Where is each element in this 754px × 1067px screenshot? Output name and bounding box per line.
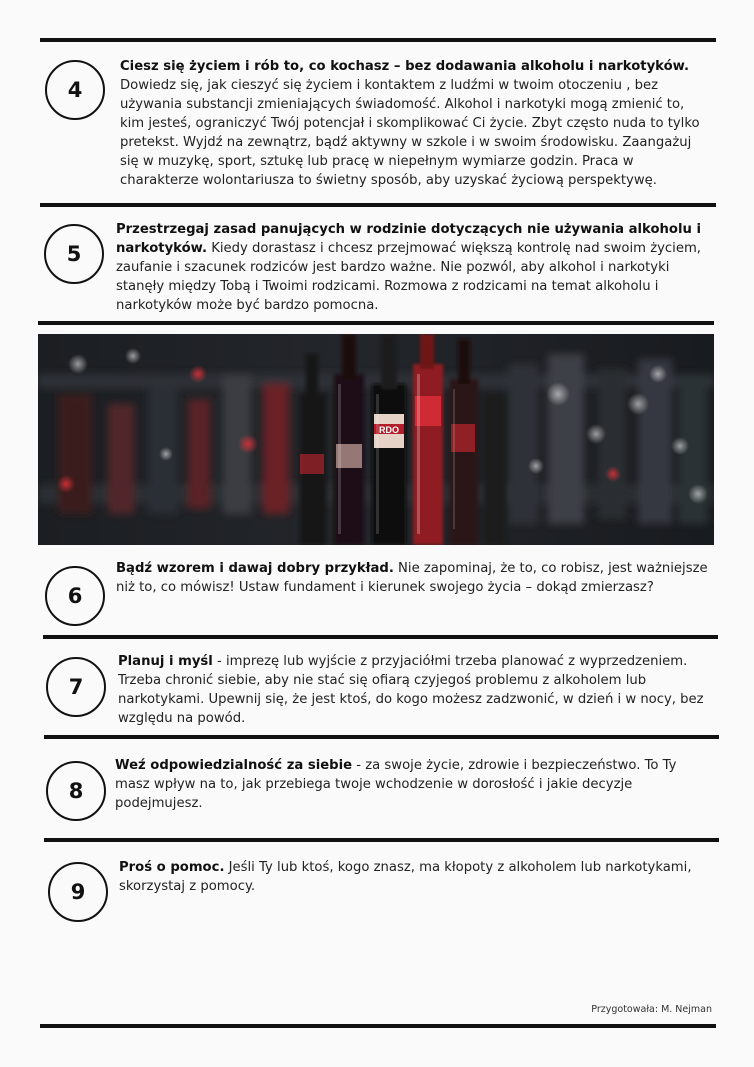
item-7-title: Planuj i myśl (118, 654, 213, 669)
divider-7-8 (44, 735, 719, 739)
item-8-number: 8 (68, 779, 84, 803)
item-4-text (120, 57, 712, 190)
item-7-text (118, 652, 718, 728)
item-5-number: 5 (66, 242, 82, 266)
item-8-body: - za swoje życie, zdrowie i bezpieczeństwo. To Ty masz wpływ na to, jak przebiega twoje wchodzenie w dorosłość i jakie decyzje podejmujesz. (115, 758, 677, 811)
item-8-number-badge (46, 761, 106, 821)
item-7-number-badge (46, 657, 106, 717)
item-4-number: 4 (67, 78, 83, 102)
item-9-text (119, 858, 699, 896)
item-4-body: Dowiedz się, jak cieszyć się życiem i kontaktem z ludźmi w twoim otoczeniu , bez używania substancji zmieniających świadomość. Alkohol i narkotyki mogą zmienić to, kim jesteś, ograniczyć Twój potencjał i skomplikować Ci życie. Zbyt często nuda to tylko pretekst. Wyjdź na zewnątrz, bądź aktywny w szkole i w swoim środowisku. Zaangażuj się w muzykę, sport, sztukę lub pracę w niepełnym wymiarze godzin. Praca w charakterze wolontariusza to świetny sposób, aby uzyskać życiową perspektywę. (120, 78, 700, 188)
item-6-number: 6 (67, 584, 83, 608)
item-9-number-badge (48, 862, 108, 922)
author-credit: Przygotowała: M. Nejman (591, 1004, 712, 1015)
item-6-body: Nie zapominaj, że to, co robisz, jest ważniejsze niż to, co mówisz! Ustaw fundament i kierunek swojego życia – dokąd zmierzasz? (116, 561, 708, 595)
item-5-text (116, 220, 712, 315)
item-7-number: 7 (68, 675, 84, 699)
item-6-number-badge (45, 566, 105, 626)
item-5-number-badge (44, 224, 104, 284)
divider-8-9 (44, 838, 719, 842)
item-5-title: Przestrzegaj zasad panujących w rodzinie dotyczących nie używania alkoholu i narkotyków. (116, 222, 701, 256)
item-4-number-badge (45, 60, 105, 120)
item-9-body: Jeśli Ty lub ktoś, kogo znasz, ma kłopoty z alkoholem lub narkotykami, skorzystaj z pomocy. (119, 860, 692, 894)
item-6-text (116, 559, 714, 597)
item-4-title: Ciesz się życiem i rób to, co kochasz – bez dodawania alkoholu i narkotyków. (120, 59, 689, 74)
item-8-text (115, 756, 705, 813)
item-8-title: Weź odpowiedzialność za siebie (115, 758, 353, 773)
item-6-title: Bądź wzorem i dawaj dobry przykład. (116, 561, 394, 576)
divider-top (40, 38, 716, 42)
bottles-photo (38, 334, 714, 545)
divider-5-photo (38, 321, 714, 325)
bottle-label-text: RDO (379, 425, 399, 435)
divider-6-7 (43, 635, 718, 639)
item-7-body: - imprezę lub wyjście z przyjaciółmi trzeba planować z wyprzedzeniem. Trzeba chronić siebie, aby nie stać się ofiarą czyjegoś problemu z alkoholem lub narkotykami. Upewnij się, że jest ktoś, do kogo możesz zadzwonić, w dzień i w nocy, bez względu na powód. (118, 654, 704, 726)
divider-bottom (40, 1024, 716, 1028)
item-9-title: Proś o pomoc. (119, 860, 225, 875)
item-9-number: 9 (70, 880, 86, 904)
item-5-body: Kiedy dorastasz i chcesz przejmować większą kontrolę nad swoim życiem, zaufanie i szacunek rodziców jest bardzo ważne. Nie pozwól, aby alkohol i narkotyki stanęły między Tobą i Twoimi rodzicami. Rozmowa z rodzicami na temat alkoholu i narkotyków może być bardzo pomocna. (116, 241, 701, 313)
divider-4-5 (40, 203, 716, 207)
